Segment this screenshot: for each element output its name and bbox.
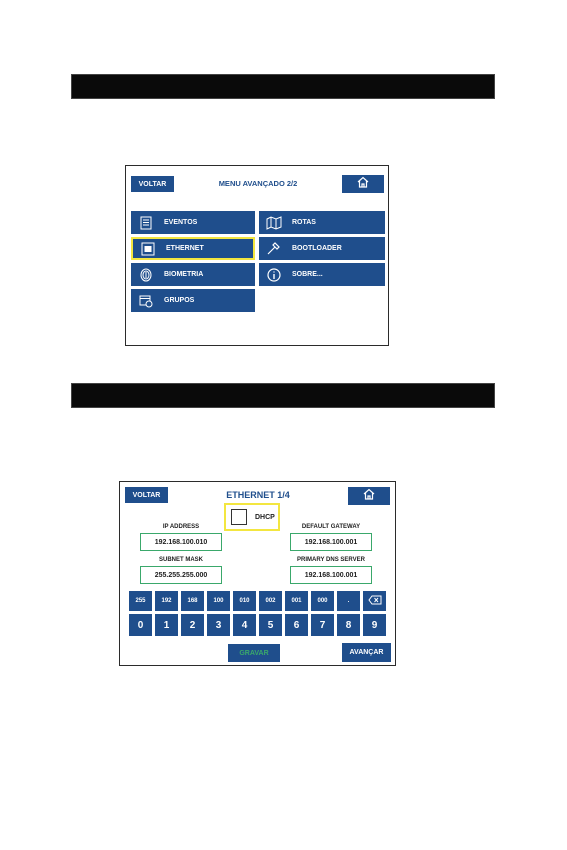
menu-item-label: ROTAS	[292, 219, 316, 226]
section-header-bar-2	[71, 383, 495, 408]
default-gateway-label: DEFAULT GATEWAY	[301, 524, 361, 530]
menu-item-label: SOBRE...	[292, 271, 323, 278]
key-010[interactable]: 010	[233, 591, 256, 611]
key-3[interactable]: 3	[207, 614, 230, 636]
menu-item-biometria[interactable]	[131, 263, 255, 286]
ip-address-field[interactable]: 192.168.100.010	[140, 533, 222, 551]
menu-item-ethernet[interactable]	[131, 237, 255, 260]
ethernet-screen	[119, 481, 396, 666]
subnet-mask-label: SUBNET MASK	[158, 557, 203, 563]
key-002[interactable]: 002	[259, 591, 282, 611]
menu-item-label: BOOTLOADER	[292, 245, 342, 252]
key-9[interactable]: 9	[363, 614, 386, 636]
map-icon	[264, 216, 284, 230]
menu-item-label: EVENTOS	[164, 219, 198, 226]
key-168[interactable]: 168	[181, 591, 204, 611]
key-1[interactable]: 1	[155, 614, 178, 636]
dhcp-label: DHCP	[255, 513, 275, 521]
key-001[interactable]: 001	[285, 591, 308, 611]
home-icon	[362, 487, 376, 505]
ip-address-label: IP ADDRESS	[162, 524, 200, 530]
backspace-icon	[368, 592, 382, 610]
menu-item-rotas[interactable]	[259, 211, 385, 234]
primary-dns-field[interactable]: 192.168.100.001	[290, 566, 372, 584]
key-6[interactable]: 6	[285, 614, 308, 636]
info-icon	[264, 268, 284, 282]
key-2[interactable]: 2	[181, 614, 204, 636]
menu-item-bootloader[interactable]	[259, 237, 385, 260]
next-button[interactable]: AVANÇAR	[342, 643, 391, 662]
fingerprint-icon	[136, 268, 156, 282]
menu-item-label: BIOMETRIA	[164, 271, 204, 278]
save-button[interactable]: GRAVAR	[228, 644, 280, 662]
menu-item-label: ETHERNET	[166, 245, 204, 252]
default-gateway-field[interactable]: 192.168.100.001	[290, 533, 372, 551]
key-000[interactable]: 000	[311, 591, 334, 611]
key-5[interactable]: 5	[259, 614, 282, 636]
menu-item-label: GRUPOS	[164, 297, 195, 304]
home-button[interactable]	[342, 175, 384, 193]
menu-item-eventos[interactable]	[131, 211, 255, 234]
key-100[interactable]: 100	[207, 591, 230, 611]
menu-avancado-screen	[125, 165, 389, 346]
menu-item-grupos[interactable]	[131, 289, 255, 312]
calendar-clock-icon	[136, 294, 156, 308]
network-icon	[138, 242, 158, 256]
home-button[interactable]	[348, 487, 390, 505]
home-icon	[356, 175, 370, 193]
key-4[interactable]: 4	[233, 614, 256, 636]
key-192[interactable]: 192	[155, 591, 178, 611]
key-0[interactable]: 0	[129, 614, 152, 636]
menu-item-sobre[interactable]	[259, 263, 385, 286]
key-dot[interactable]: .	[337, 591, 360, 611]
key-8[interactable]: 8	[337, 614, 360, 636]
back-button[interactable]: VOLTAR	[125, 487, 168, 503]
page-title: MENU AVANÇADO 2/2	[218, 179, 298, 188]
key-7[interactable]: 7	[311, 614, 334, 636]
subnet-mask-field[interactable]: 255.255.255.000	[140, 566, 222, 584]
usb-icon	[264, 242, 284, 256]
section-header-bar-1	[71, 74, 495, 99]
page-title: ETHERNET 1/4	[226, 490, 290, 500]
dhcp-toggle[interactable]	[224, 503, 280, 531]
back-button[interactable]: VOLTAR	[131, 176, 174, 192]
key-255[interactable]: 255	[129, 591, 152, 611]
primary-dns-label: PRIMARY DNS SERVER	[297, 557, 365, 563]
dhcp-checkbox[interactable]	[231, 509, 247, 525]
document-list-icon	[136, 216, 156, 230]
backspace-key[interactable]	[363, 591, 386, 611]
